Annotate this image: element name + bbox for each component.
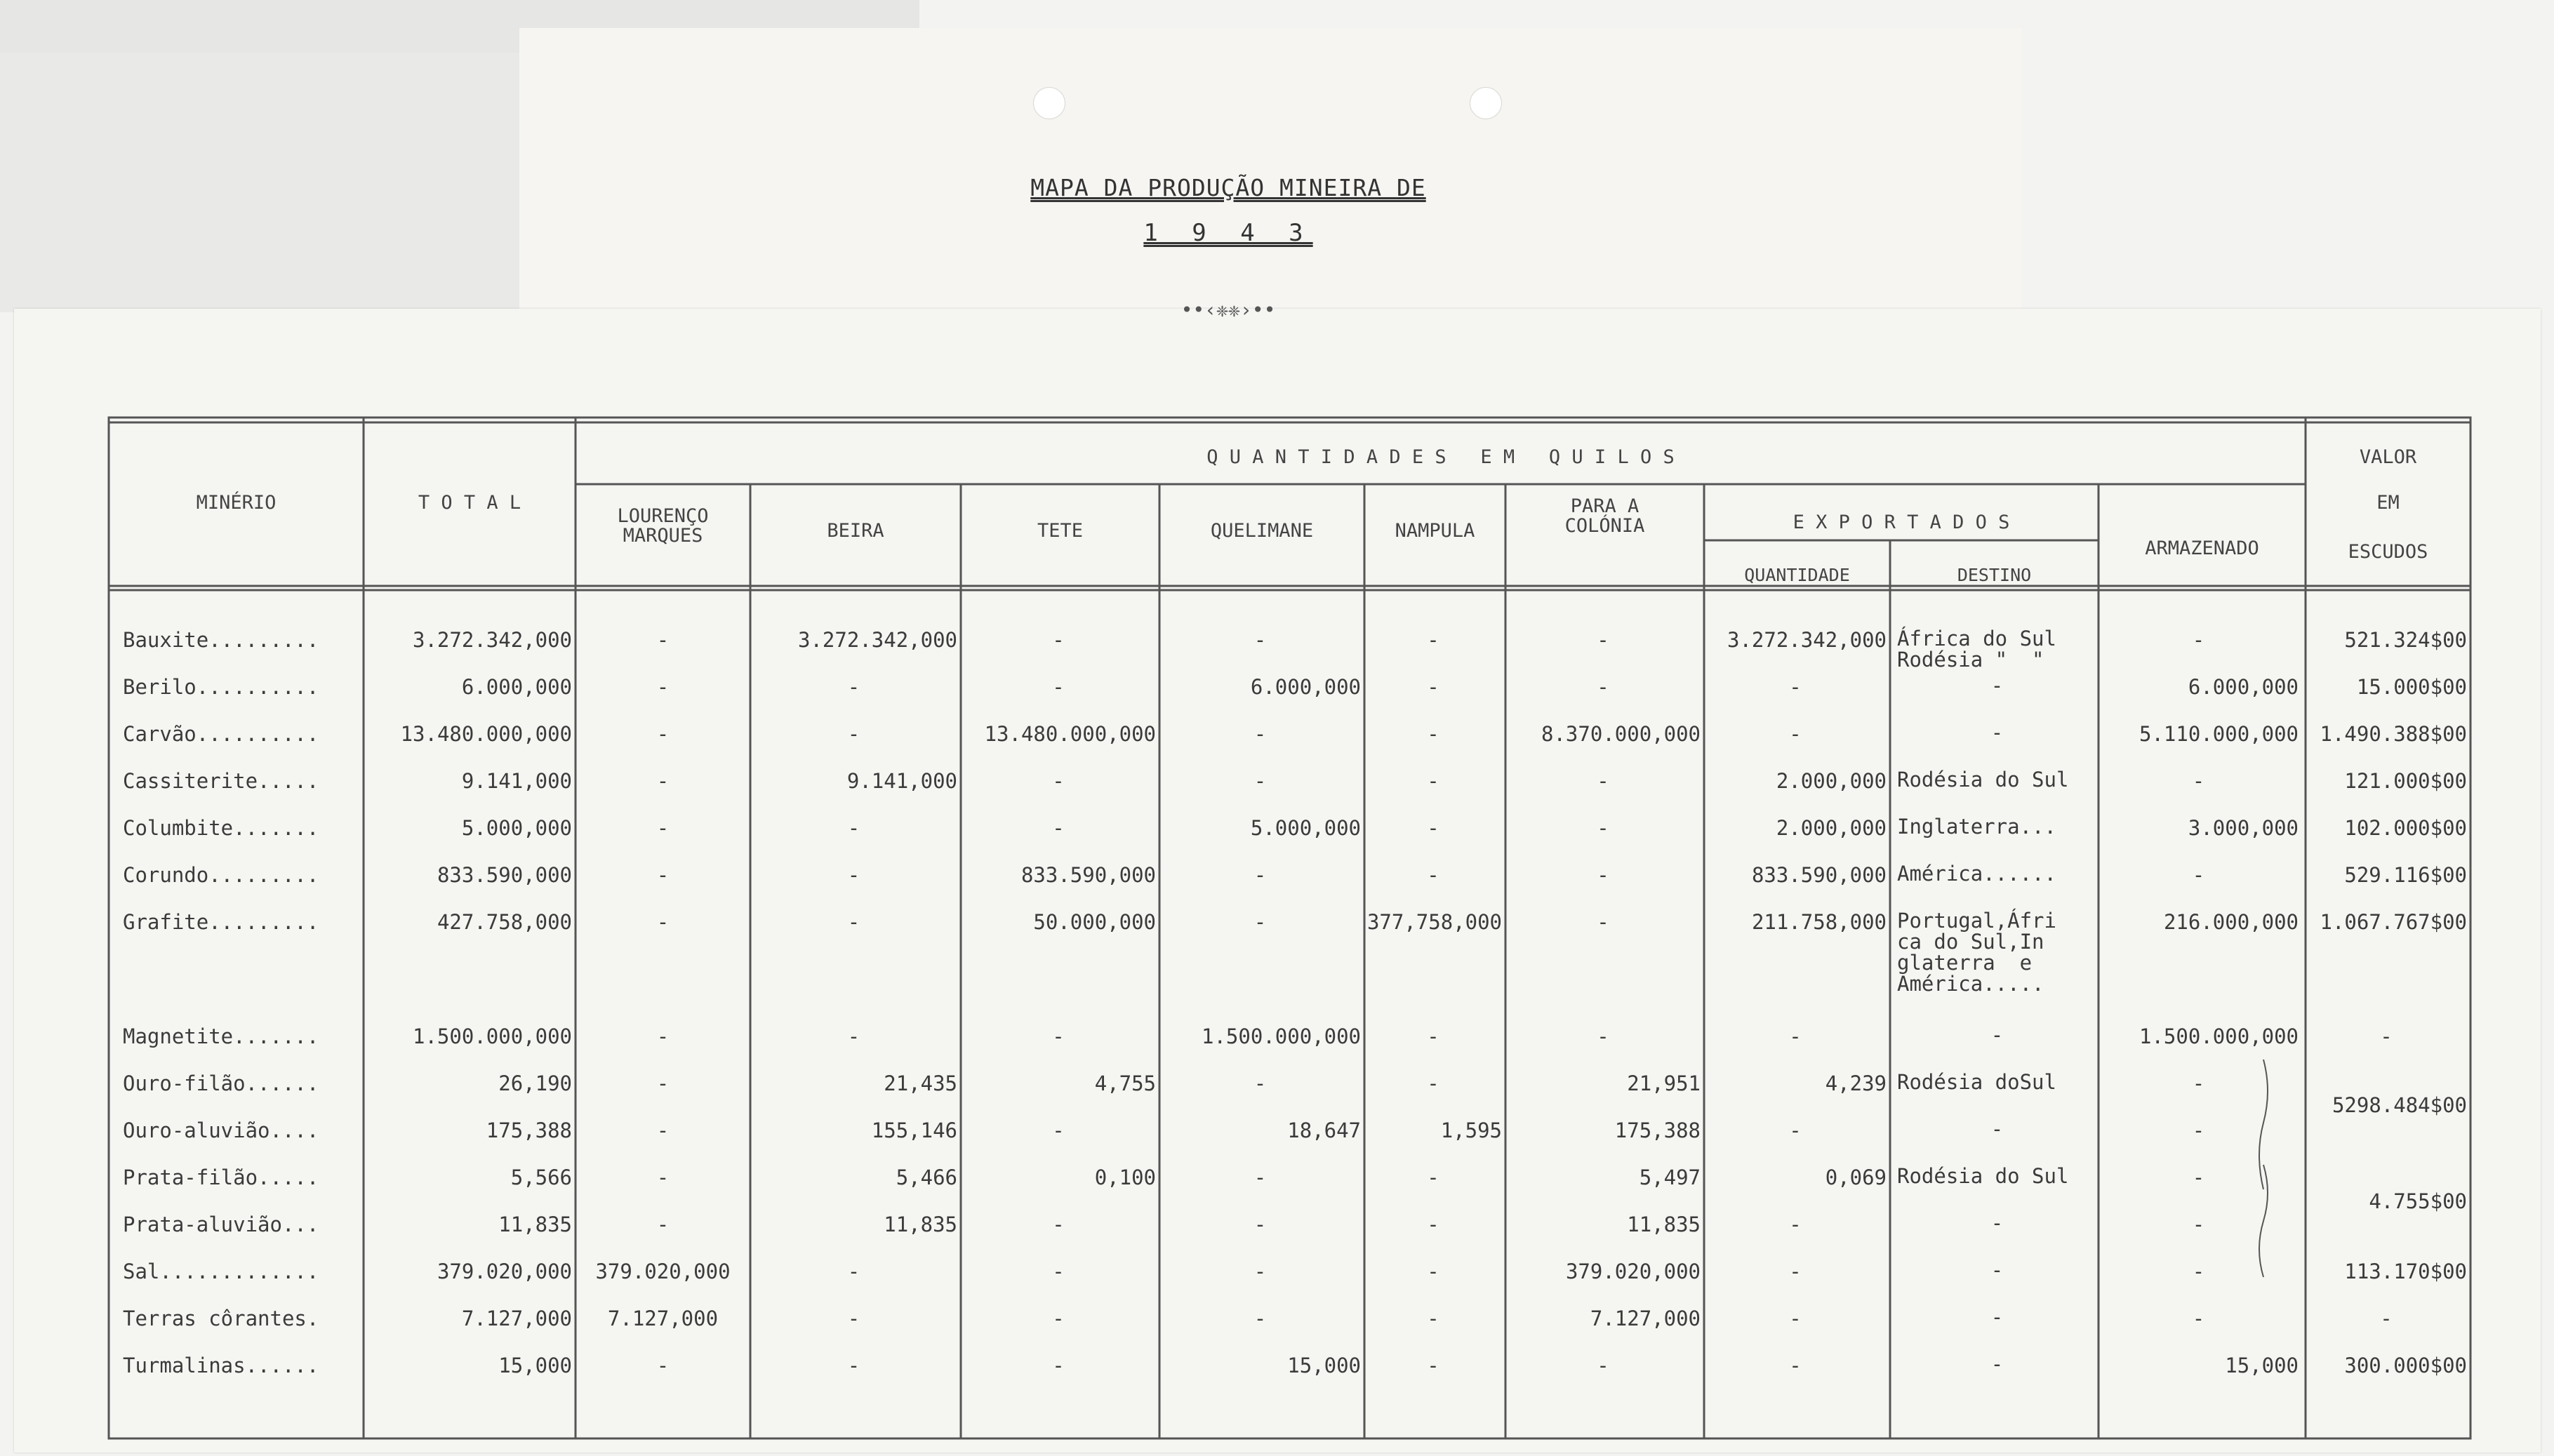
cell-tete: - (1052, 1024, 1065, 1048)
cell-lourenco-marques: - (656, 1071, 670, 1095)
cell-lourenco-marques: - (656, 769, 670, 793)
cell-exportados-quantidade: - (1789, 722, 1802, 746)
cell-nampula: - (1427, 1213, 1439, 1236)
bracket-value-prata: 4.755$00 (2369, 1189, 2467, 1213)
cell-exportados-quantidade: - (1789, 1260, 1802, 1283)
cell-quelimane: - (1253, 1307, 1267, 1330)
cell-armazenado: - (2192, 1071, 2205, 1095)
cell-minerio: Terras côrantes. (123, 1307, 319, 1330)
cell-tete: - (1052, 816, 1065, 840)
cell-tete: - (1052, 769, 1065, 793)
cell-beira: - (847, 1260, 860, 1283)
cell-armazenado: 6.000,000 (2188, 675, 2299, 699)
cell-total: 11,835 (498, 1213, 572, 1236)
cell-minerio: Corundo......... (123, 863, 319, 887)
cell-quelimane: - (1253, 863, 1267, 887)
cell-exportados-quantidade: - (1789, 1213, 1802, 1236)
cell-minerio: Carvão.......... (123, 722, 319, 746)
cell-valor: 1.067.767$00 (2320, 910, 2467, 934)
cell-nampula: - (1427, 1260, 1439, 1283)
cell-quelimane: 1.500.000,000 (1202, 1024, 1361, 1048)
cell-valor: - (2380, 1307, 2393, 1330)
cell-beira: 21,435 (884, 1071, 957, 1095)
header-quantidade: QUANTIDADE (1744, 565, 1850, 585)
cell-armazenado: - (2192, 1307, 2205, 1330)
cell-beira: 155,146 (871, 1118, 957, 1142)
cell-beira: 9.141,000 (846, 769, 957, 793)
cell-minerio: Berilo.......... (123, 675, 319, 699)
cell-destino: - (1990, 1211, 2004, 1235)
cell-quelimane: 18,647 (1287, 1118, 1361, 1142)
cell-valor: 102.000$00 (2344, 816, 2467, 840)
cell-armazenado: 3.000,000 (2188, 816, 2299, 840)
cell-beira: - (847, 1354, 860, 1377)
cell-armazenado: - (2192, 628, 2205, 652)
cell-beira: - (847, 816, 860, 840)
cell-nampula: - (1427, 816, 1439, 840)
cell-destino: Rodésia do Sul (1897, 768, 2069, 792)
cell-armazenado: - (2192, 1260, 2205, 1283)
cell-minerio: Grafite......... (123, 910, 319, 934)
cell-para-colonia: 11,835 (1627, 1213, 1701, 1236)
cell-total: 175,388 (486, 1118, 572, 1142)
cell-para-colonia: 7.127,000 (1590, 1307, 1701, 1330)
cell-exportados-quantidade: 4,239 (1825, 1071, 1887, 1095)
cell-nampula: - (1427, 1071, 1439, 1095)
cell-total: 5.000,000 (461, 816, 572, 840)
cell-quelimane: - (1253, 628, 1267, 652)
cell-para-colonia: 21,951 (1627, 1071, 1701, 1095)
cell-quelimane: - (1253, 1260, 1267, 1283)
cell-para-colonia: - (1597, 675, 1609, 699)
cell-beira: - (847, 863, 860, 887)
cell-lourenco-marques: - (656, 1166, 670, 1189)
cell-beira: - (847, 722, 860, 746)
cell-tete: - (1052, 1307, 1065, 1330)
cell-valor: 529.116$00 (2344, 863, 2467, 887)
cell-lourenco-marques: - (656, 722, 670, 746)
cell-total: 3.272.342,000 (413, 628, 572, 652)
cell-valor: 1.490.388$00 (2320, 722, 2467, 746)
cell-tete: - (1052, 1118, 1065, 1142)
cell-nampula: - (1427, 1166, 1439, 1189)
cell-beira: - (847, 910, 860, 934)
cell-para-colonia: 5,497 (1639, 1166, 1701, 1189)
cell-quelimane: - (1253, 769, 1267, 793)
cell-lourenco-marques: - (656, 1118, 670, 1142)
cell-valor: 300.000$00 (2344, 1354, 2467, 1377)
cell-tete: - (1052, 1213, 1065, 1236)
cell-destino: - (1990, 1023, 2004, 1047)
header-minerio: MINÉRIO (196, 492, 277, 514)
cell-quelimane: - (1253, 1213, 1267, 1236)
cell-tete: 4,755 (1094, 1071, 1156, 1095)
cell-exportados-quantidade: 2.000,000 (1776, 816, 1887, 840)
cell-armazenado: - (2192, 769, 2205, 793)
cell-para-colonia: 175,388 (1614, 1118, 1701, 1142)
cell-tete: 13.480.000,000 (984, 722, 1156, 746)
cell-exportados-quantidade: 0,069 (1825, 1166, 1887, 1189)
cell-minerio: Turmalinas...... (123, 1354, 319, 1377)
cell-tete: - (1052, 1354, 1065, 1377)
cell-tete: - (1052, 675, 1065, 699)
cell-para-colonia: - (1597, 1354, 1609, 1377)
header-destino: DESTINO (1957, 565, 2032, 585)
cell-destino: África do Sul Rodésia " " (1897, 627, 2056, 672)
header-armazenado: ARMAZENADO (2145, 537, 2259, 559)
cell-destino: - (1990, 1258, 2004, 1282)
cell-total: 26,190 (498, 1071, 572, 1095)
cell-beira: - (847, 675, 860, 699)
cell-total: 427.758,000 (437, 910, 572, 934)
cell-total: 9.141,000 (461, 769, 572, 793)
cell-valor: 113.170$00 (2344, 1260, 2467, 1283)
cell-quelimane: - (1253, 722, 1267, 746)
cell-minerio: Ouro-filão...... (123, 1071, 319, 1095)
cell-quelimane: 15,000 (1287, 1354, 1361, 1377)
header-total: T O T A L (418, 492, 521, 514)
cell-destino: Portugal,Áfri ca do Sul,In glaterra e América..... (1897, 909, 2056, 996)
cell-minerio: Prata-aluvião... (123, 1213, 319, 1236)
cell-lourenco-marques: - (656, 1213, 670, 1236)
cell-lourenco-marques: - (656, 628, 670, 652)
cell-valor: 121.000$00 (2344, 769, 2467, 793)
cell-total: 5,566 (510, 1166, 572, 1189)
cell-exportados-quantidade: - (1789, 1307, 1802, 1330)
cell-quelimane: 6.000,000 (1250, 675, 1361, 699)
cell-tete: - (1052, 628, 1065, 652)
cell-lourenco-marques: 7.127,000 (607, 1307, 719, 1330)
cell-lourenco-marques: - (656, 816, 670, 840)
header-lourenco-marques: LOURENÇO MARQUES (617, 505, 709, 547)
cell-total: 15,000 (498, 1354, 572, 1377)
cell-total: 6.000,000 (461, 675, 572, 699)
cell-total: 7.127,000 (461, 1307, 572, 1330)
cell-destino: América...... (1897, 862, 2056, 886)
cell-tete: 0,100 (1094, 1166, 1156, 1189)
cell-exportados-quantidade: 3.272.342,000 (1727, 628, 1887, 652)
cell-para-colonia: - (1597, 910, 1609, 934)
cell-armazenado: 5.110.000,000 (2139, 722, 2299, 746)
cell-nampula: - (1427, 769, 1439, 793)
cell-tete: 833.590,000 (1020, 863, 1156, 887)
cell-minerio: Sal............. (123, 1260, 319, 1283)
header-tete: TETE (1037, 520, 1084, 542)
cell-exportados-quantidade: - (1789, 1024, 1802, 1048)
cell-destino: - (1990, 721, 2004, 744)
cell-exportados-quantidade: - (1789, 1118, 1802, 1142)
cell-quelimane: - (1253, 1166, 1267, 1189)
cell-beira: - (847, 1024, 860, 1048)
cell-exportados-quantidade: 211.758,000 (1751, 910, 1887, 934)
cell-exportados-quantidade: 833.590,000 (1751, 863, 1887, 887)
cell-valor: 15.000$00 (2356, 675, 2467, 699)
cell-total: 379.020,000 (437, 1260, 572, 1283)
cell-total: 13.480.000,000 (400, 722, 572, 746)
header-quelimane: QUELIMANE (1210, 520, 1314, 542)
cell-nampula: 1,595 (1440, 1118, 1502, 1142)
cell-minerio: Prata-filão..... (123, 1166, 319, 1189)
cell-quelimane: - (1253, 1071, 1267, 1095)
header-nampula: NAMPULA (1395, 520, 1475, 542)
cell-armazenado: 15,000 (2225, 1354, 2299, 1377)
cell-destino: - (1990, 1117, 2004, 1141)
cell-minerio: Ouro-aluvião.... (123, 1118, 319, 1142)
document-year: 1 9 4 3 (1143, 219, 1313, 247)
cell-destino: Inglaterra... (1897, 815, 2056, 839)
cell-armazenado: 216.000,000 (2163, 910, 2299, 934)
cell-para-colonia: - (1597, 816, 1609, 840)
cell-beira: 5,466 (896, 1166, 957, 1189)
cell-nampula: 377,758,000 (1366, 910, 1502, 934)
cell-total: 833.590,000 (437, 863, 572, 887)
ornament-divider: ••‹❈❈›•• (1180, 298, 1276, 321)
header-em: EM (2376, 492, 2400, 514)
cell-quelimane: - (1253, 910, 1267, 934)
cell-armazenado: - (2192, 863, 2205, 887)
cell-destino: - (1990, 1352, 2004, 1376)
cell-para-colonia: 379.020,000 (1565, 1260, 1701, 1283)
cell-nampula: - (1427, 628, 1439, 652)
cell-destino: - (1990, 674, 2004, 697)
header-escudos: ESCUDOS (2348, 541, 2428, 563)
cell-lourenco-marques: - (656, 863, 670, 887)
cell-exportados-quantidade: - (1789, 1354, 1802, 1377)
header-para-colonia: PARA A COLÓNIA (1564, 495, 1645, 537)
cell-tete: 50.000,000 (1033, 910, 1156, 934)
cell-minerio: Magnetite....... (123, 1024, 319, 1048)
cell-lourenco-marques: 379.020,000 (595, 1260, 731, 1283)
cell-beira: 11,835 (884, 1213, 957, 1236)
cell-armazenado: - (2192, 1213, 2205, 1236)
cell-para-colonia: - (1597, 863, 1609, 887)
cell-valor: 521.324$00 (2344, 628, 2467, 652)
cell-minerio: Cassiterite..... (123, 769, 319, 793)
cell-destino: Rodésia do Sul (1897, 1164, 2069, 1188)
cell-para-colonia: - (1597, 628, 1609, 652)
document-title: MAPA DA PRODUÇÃO MINEIRA DE (1030, 174, 1426, 201)
header-quantidades: Q U A N T I D A D E S E M Q U I L O S (1206, 446, 1675, 468)
header-valor: VALOR (2359, 446, 2417, 468)
cell-nampula: - (1427, 675, 1439, 699)
header-exportados: E X P O R T A D O S (1793, 512, 2010, 533)
cell-lourenco-marques: - (656, 1024, 670, 1048)
cell-lourenco-marques: - (656, 1354, 670, 1377)
cell-nampula: - (1427, 863, 1439, 887)
cell-exportados-quantidade: - (1789, 675, 1802, 699)
cell-beira: 3.272.342,000 (798, 628, 957, 652)
cell-minerio: Columbite....... (123, 816, 319, 840)
cell-para-colonia: 8.370.000,000 (1541, 722, 1701, 746)
cell-destino: Rodésia doSul (1897, 1070, 2056, 1094)
cell-destino: - (1990, 1305, 2004, 1329)
cell-exportados-quantidade: 2.000,000 (1776, 769, 1887, 793)
cell-beira: - (847, 1307, 860, 1330)
header-beira: BEIRA (827, 520, 884, 542)
cell-armazenado: - (2192, 1166, 2205, 1189)
cell-total: 1.500.000,000 (413, 1024, 572, 1048)
cell-nampula: - (1427, 722, 1439, 746)
cell-nampula: - (1427, 1024, 1439, 1048)
cell-para-colonia: - (1597, 769, 1609, 793)
cell-nampula: - (1427, 1307, 1439, 1330)
cell-nampula: - (1427, 1354, 1439, 1377)
cell-armazenado: 1.500.000,000 (2139, 1024, 2299, 1048)
cell-lourenco-marques: - (656, 675, 670, 699)
cell-armazenado: - (2192, 1118, 2205, 1142)
cell-para-colonia: - (1597, 1024, 1609, 1048)
cell-quelimane: 5.000,000 (1250, 816, 1361, 840)
cell-lourenco-marques: - (656, 910, 670, 934)
cell-valor: - (2380, 1024, 2393, 1048)
cell-minerio: Bauxite......... (123, 628, 319, 652)
bracket-value-ouro: 5298.484$00 (2332, 1093, 2467, 1117)
cell-tete: - (1052, 1260, 1065, 1283)
